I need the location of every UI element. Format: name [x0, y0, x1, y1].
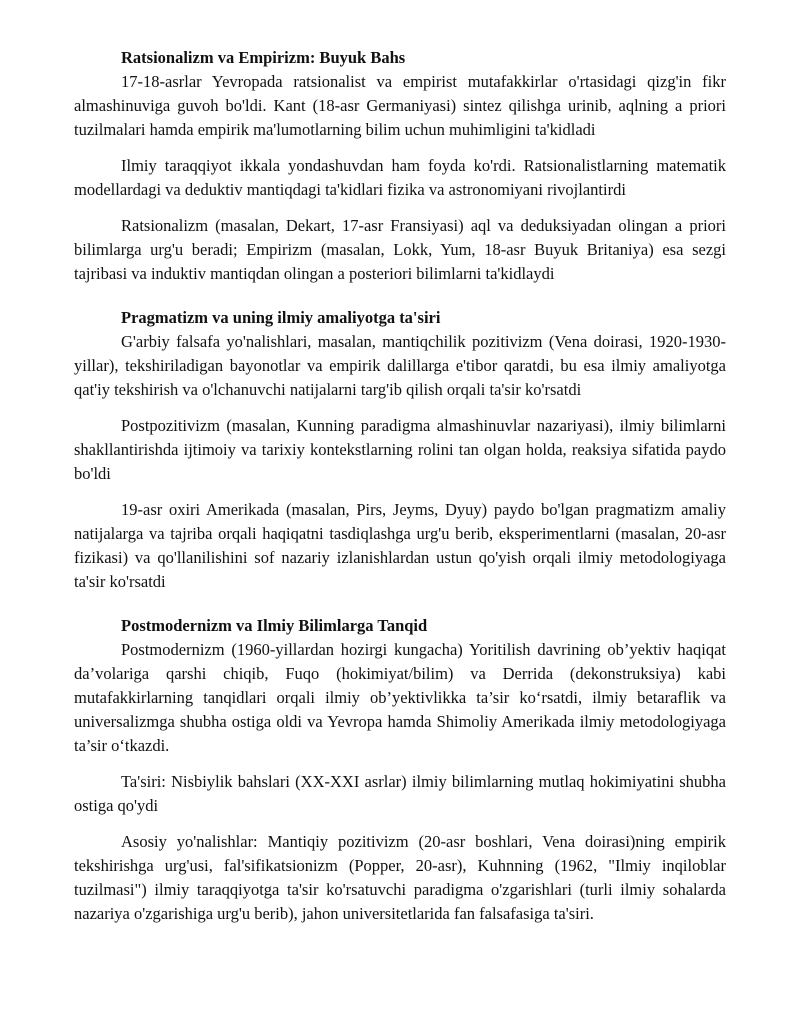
section-title: Postmodernizm va Ilmiy Bilimlarga Tanqid [121, 616, 428, 635]
paragraph: G'arbiy falsafa yo'nalishlari, masalan, mantiqchilik pozitivizm (Vena doirasi, 1920-1930-yillar), tekshiriladigan bayonotlar va empirik dalillarga e'tibor qaratdi, bu esa ilmiy amaliyotga qat'iy tekshirish va o'lchanuvchi natijalarni targ'ib qilish orqali ta'sir ko'rsatdi [74, 332, 726, 399]
paragraph: Postpozitivizm (masalan, Kunning paradigma almashinuvlar nazariyasi), ilmiy bilimlarni shakllantirishda ijtimoiy va tarixiy kontekstlarning rolini tan olgan holda, reaksiya sifatida paydo bo'ldi [74, 416, 726, 483]
paragraph: Postmodernizm (1960-yillardan hozirgi kungacha) Yoritilish davrining ob’yektiv haqiqat da’volariga qarshi chiqib, Fuqo (hokimiyat/bilim) va Derrida (dekonstruksiya) kabi mutafakkirlarning tanqidlari orqali ilmiy ob’yektivlikka ta’sir ko‘rsatdi, ilmiy betaraflik va universalizmga shubha ostiga oldi va Yevropa hamda Shimoliy Amerikada ilmiy metodologiyaga ta’sir o‘tkazdi. [74, 640, 726, 755]
document-page [74, 46, 726, 926]
paragraph: Ratsionalizm (masalan, Dekart, 17-asr Fransiyasi) aql va deduksiyadan olingan a priori bilimlarga urg'u beradi; Empirizm (masalan, Lokk, Yum, 18-asr Buyuk Britaniya) esa sezgi tajribasi va induktiv mantiqdan olingan a posteriori bilimlarni ta'kidlaydi [74, 216, 726, 283]
paragraph: Ta'siri: Nisbiylik bahslari (XX-XXI asrlar) ilmiy bilimlarning mutlaq hokimiyatini shubha ostiga qo'ydi [74, 772, 726, 815]
paragraph: Asosiy yo'nalishlar: Mantiqiy pozitivizm (20-asr boshlari, Vena doirasi)ning empirik tekshirishga urg'usi, fal'sifikatsionizm (Popper, 20-asr), Kuhnning (1962, "Ilmiy inqiloblar tuzilmasi") ilmiy taraqqiyotga ta'sir ko'rsatuvchi paradigma o'zgarishlari (turli ilmiy sohalarda nazariya o'zgarishiga urg'u berib), jahon universitetlarida fan falsafasiga ta'siri. [74, 832, 726, 923]
paragraph: 19-asr oxiri Amerikada (masalan, Pirs, Jeyms, Dyuy) paydo bo'lgan pragmatizm amaliy natijalarga va tajriba orqali haqiqatni tasdiqlashga urg'u berib, eksperimentlarni (masalan, 20-asr fizikasi) va qo'llanilishini sof nazariy izlanishlardan ustun qo'yish orqali ilmiy metodologiyaga ta'sir ko'rsatdi [74, 500, 726, 591]
section-title: Pragmatizm va uning ilmiy amaliyotga ta'siri [121, 308, 441, 327]
paragraph: 17-18-asrlar Yevropada ratsionalist va empirist mutafakkirlar o'rtasidagi qizg'in fikr almashinuviga guvoh bo'ldi. Kant (18-asr Germaniyasi) sintez qilishga urinib, aqlning a priori tuzilmalari hamda empirik ma'lumotlarning bilim uchun muhimligini ta'kidladi [74, 72, 726, 139]
paragraph: Ilmiy taraqqiyot ikkala yondashuvdan ham foyda ko'rdi. Ratsionalistlarning matematik modellardagi va deduktiv mantiqdagi ta'kidlari fizika va astronomiyani rivojlantirdi [74, 156, 726, 199]
section-title: Ratsionalizm va Empirizm: Buyuk Bahs [121, 48, 406, 67]
